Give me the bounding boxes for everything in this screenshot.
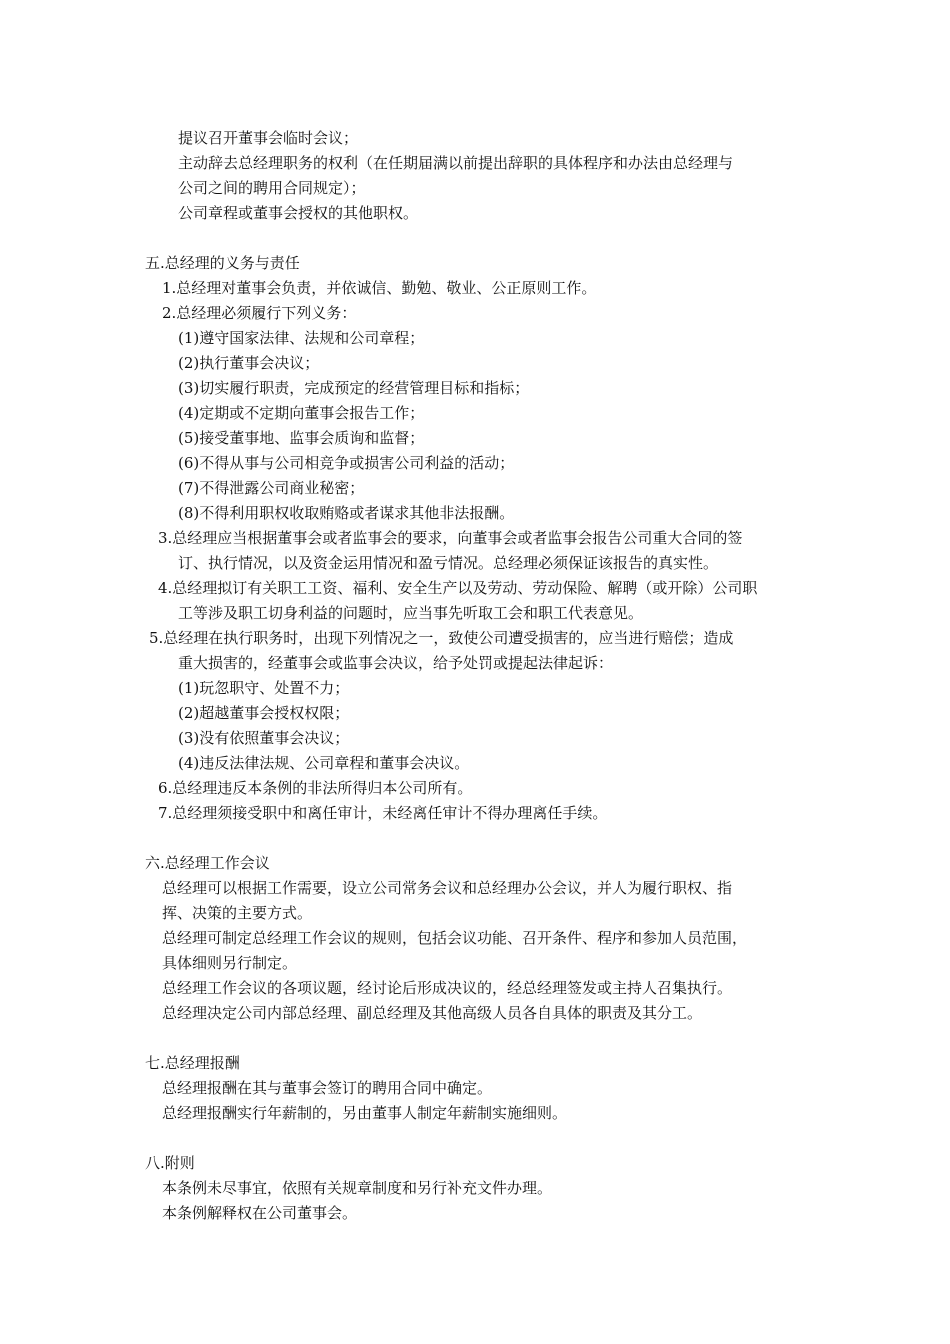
paragraph: 5.总经理在执行职务时，出现下列情况之一，致使公司遭受损害的，应当进行赔偿；造成 <box>149 629 734 647</box>
list-item: (8)不得利用职权收取贿赂或者谋求其他非法报酬。 <box>178 504 515 522</box>
list-item: (5)接受董事地、监事会质询和监督； <box>178 429 425 447</box>
paragraph: 1.总经理对董事会负责，并依诚信、勤勉、敬业、公正原则工作。 <box>162 279 597 297</box>
list-item: (7)不得泄露公司商业秘密； <box>178 479 365 497</box>
paragraph: 总经理工作会议的各项议题，经讨论后形成决议的，经总经理签发或主持人召集执行。 <box>162 979 733 997</box>
paragraph: 重大损害的，经董事会或监事会决议，给予处罚或提起法律起诉： <box>178 654 614 672</box>
list-item: (3)没有依照董事会决议； <box>178 729 350 747</box>
list-item: (6)不得从事与公司相竞争或损害公司利益的活动； <box>178 454 515 472</box>
paragraph: 本条例解释权在公司董事会。 <box>162 1204 358 1222</box>
section-heading: 七.总经理报酬 <box>145 1054 240 1072</box>
list-item: (4)违反法律法规、公司章程和董事会决议。 <box>178 754 470 772</box>
paragraph: 4.总经理拟订有关职工工资、福利、安全生产以及劳动、劳动保险、解聘（或开除）公司职 <box>158 579 758 597</box>
section-heading: 五.总经理的义务与责任 <box>145 254 300 272</box>
paragraph: 挥、决策的主要方式。 <box>162 904 313 922</box>
section-heading: 六.总经理工作会议 <box>145 854 270 872</box>
paragraph: 具体细则另行制定。 <box>162 954 298 972</box>
list-item: (3)切实履行职责，完成预定的经营管理目标和指标； <box>178 379 530 397</box>
paragraph: 总经理可制定总经理工作会议的规则，包括会议功能、召开条件、程序和参加人员范围， <box>162 929 748 947</box>
list-item: (1)遵守国家法律、法规和公司章程； <box>178 329 425 347</box>
intro-line: 公司之间的聘用合同规定）； <box>178 179 366 197</box>
paragraph: 总经理决定公司内部总经理、副总经理及其他高级人员各自具体的职责及其分工。 <box>162 1004 703 1022</box>
list-item: (2)执行董事会决议； <box>178 354 320 372</box>
list-item: (2)超越董事会授权权限； <box>178 704 350 722</box>
paragraph: 总经理报酬在其与董事会签订的聘用合同中确定。 <box>162 1079 493 1097</box>
paragraph: 3.总经理应当根据董事会或者监事会的要求，向董事会或者监事会报告公司重大合同的签 <box>158 529 743 547</box>
paragraph: 2.总经理必须履行下列义务： <box>162 304 357 322</box>
intro-line: 公司章程或董事会授权的其他职权。 <box>178 204 419 222</box>
paragraph: 本条例未尽事宜，依照有关规章制度和另行补充文件办理。 <box>162 1179 553 1197</box>
list-item: (4)定期或不定期向董事会报告工作； <box>178 404 425 422</box>
paragraph: 6.总经理违反本条例的非法所得归本公司所有。 <box>158 779 473 797</box>
paragraph: 订、执行情况，以及资金运用情况和盈亏情况。总经理必须保证该报告的真实性。 <box>178 554 719 572</box>
paragraph: 总经理报酬实行年薪制的，另由董事人制定年薪制实施细则。 <box>162 1104 568 1122</box>
list-item: (1)玩忽职守、处置不力； <box>178 679 350 697</box>
intro-line: 提议召开董事会临时会议； <box>178 129 359 147</box>
intro-line: 主动辞去总经理职务的权利（在任期届满以前提出辞职的具体程序和办法由总经理与 <box>178 154 734 172</box>
section-heading: 八.附则 <box>145 1154 195 1172</box>
paragraph: 总经理可以根据工作需要，设立公司常务会议和总经理办公会议，并人为履行职权、指 <box>162 879 733 897</box>
paragraph: 工等涉及职工切身利益的问题时，应当事先听取工会和职工代表意见。 <box>178 604 644 622</box>
paragraph: 7.总经理须接受职中和离任审计，未经离任审计不得办理离任手续。 <box>158 804 608 822</box>
